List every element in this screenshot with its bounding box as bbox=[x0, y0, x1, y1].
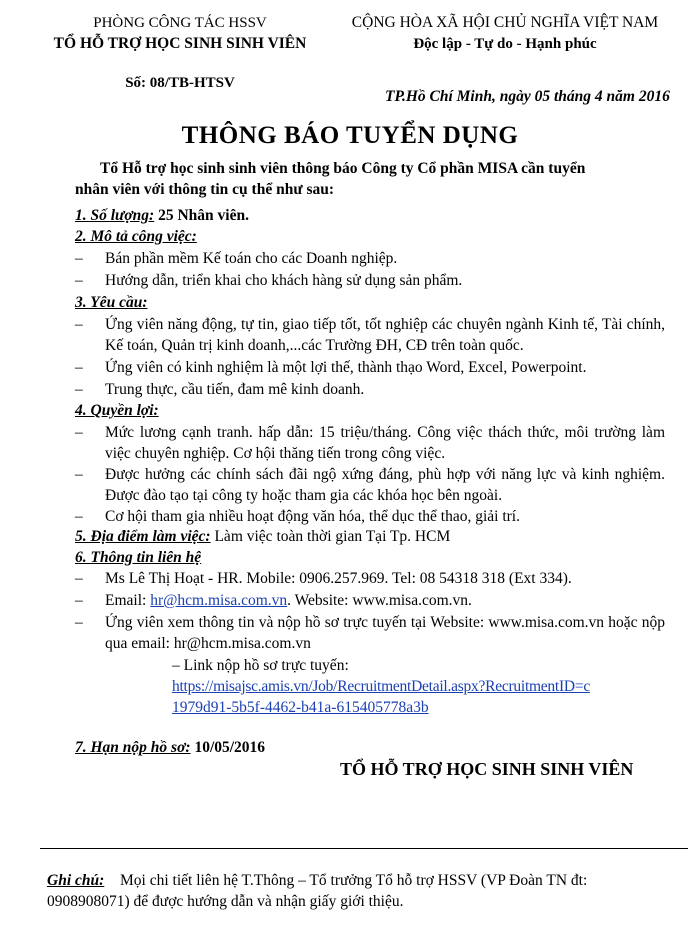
recruitment-link-line-1[interactable]: https://misajsc.amis.vn/Job/RecruitmentDetail.aspx?RecruitmentID=c bbox=[172, 678, 590, 695]
unit-name: TỔ HỖ TRỢ HỌC SINH SINH VIÊN bbox=[53, 35, 307, 52]
bullet: – bbox=[75, 381, 83, 398]
divider bbox=[40, 848, 688, 849]
note-label: Ghi chú: bbox=[47, 872, 105, 889]
doc-number: Số: 08/TB-HTSV bbox=[125, 75, 235, 91]
contact-person: Ms Lê Thị Hoạt - HR. Mobile: 0906.257.969. Tel: 08 54318 318 (Ext 334). bbox=[105, 570, 572, 587]
bullet: – bbox=[75, 424, 83, 441]
section-quantity bbox=[75, 205, 249, 226]
section-benefits: 4. Quyền lợi: bbox=[75, 402, 159, 419]
section-deadline bbox=[75, 737, 265, 758]
intro-line-2: nhân viên với thông tin cụ thể như sau: bbox=[75, 181, 335, 198]
recruitment-link-line-2[interactable]: 1979d91-5b5f-4462-b41a-615405778a3b bbox=[172, 699, 429, 716]
section-value: 25 Nhân viên. bbox=[154, 207, 249, 224]
link-label: – Link nộp hồ sơ trực tuyến: bbox=[172, 657, 349, 674]
deadline-value: 10/05/2016 bbox=[190, 739, 266, 756]
signature: TỔ HỖ TRỢ HỌC SINH SINH VIÊN bbox=[340, 759, 634, 779]
section-label: 7. Hạn nộp hồ sơ: bbox=[75, 739, 191, 756]
bullet: – bbox=[75, 272, 83, 289]
bullet: – bbox=[75, 316, 83, 333]
section-job-description: 2. Mô tả công việc: bbox=[75, 228, 197, 245]
page-title: THÔNG BÁO TUYỂN DỤNG bbox=[181, 122, 519, 149]
date-line: TP.Hồ Chí Minh, ngày 05 tháng 4 năm 2016 bbox=[385, 88, 670, 105]
bullet: – bbox=[75, 508, 83, 525]
section-contact: 6. Thông tin liên hệ bbox=[75, 549, 202, 566]
email-link[interactable]: hr@hcm.misa.com.vn bbox=[150, 592, 288, 609]
section-location bbox=[75, 526, 450, 547]
bullet: – bbox=[75, 570, 83, 587]
section-label: 1. Số lượng: bbox=[75, 207, 155, 224]
bullet: – bbox=[75, 466, 83, 483]
bullet: – bbox=[75, 592, 83, 609]
bullet: – bbox=[75, 250, 83, 267]
nation-name: CỘNG HÒA XÃ HỘI CHỦ NGHĨA VIỆT NAM bbox=[351, 14, 659, 31]
bullet: – bbox=[75, 614, 83, 631]
note-line-2: 0908908071) để được hướng dẫn và nhận giấy giới thiệu. bbox=[47, 893, 404, 910]
dept-name: PHÒNG CÔNG TÁC HSSV bbox=[93, 15, 267, 31]
note-line-1: Mọi chi tiết liên hệ T.Thông – Tổ trưởng Tổ hỗ trợ HSSV (VP Đoàn TN đt: bbox=[120, 872, 588, 889]
section-label: 5. Địa điểm làm việc: bbox=[75, 528, 211, 545]
bullet: – bbox=[75, 359, 83, 376]
section-value: Làm việc toàn thời gian Tại Tp. HCM bbox=[210, 528, 451, 545]
section-requirements: 3. Yêu cầu: bbox=[75, 294, 148, 311]
apply-instructions: Ứng viên xem thông tin và nộp hồ sơ trực tuyến tại Website: www.misa.com.vn hoặc nộp qua email: hr@hcm.misa.com.vn bbox=[105, 614, 665, 652]
motto: Độc lập - Tự do - Hạnh phúc bbox=[413, 36, 597, 52]
announcement-page: PHÒNG CÔNG TÁC HSSV TỔ HỖ TRỢ HỌC SINH SINH VIÊN Số: 08/TB-HTSV CỘNG HÒA XÃ HỘI CHỦ NGHĨA VIỆT NAM Độc lập - Tự do - Hạnh phúc TP.Hồ Chí Minh, ngày 05 tháng 4 năm 2016 THÔNG BÁO TUYỂN DỤNG Tổ Hỗ trợ học sinh sinh viên thông báo Công ty Cổ phần MISA cần tuyển nhân viên với thông tin cụ thể như sau: 1. Số lượng: 25 Nhân viên. 2. Mô tả công việc: – Bán phần mềm Kế toán cho các Doanh nghiệp. – Hướng dẫn, triển khai cho khách hàng sử dụng sản phẩm. 3. Yêu cầu: – Ứng viên năng động, tự tin, giao tiếp tốt, tốt nghiệp các chuyên ngành Kinh tế, Tài chính, Kế toán, Quản trị kinh doanh,...các Trường ĐH, CĐ trên toàn quốc. – Ứng viên có kinh nghiệm là một lợi thế, thành thạo Word, Excel, Powerpoint. – Trung thực, cầu tiến, đam mê kinh doanh. 4. Quyền lợi: – Mức lương cạnh tranh. hấp dẫn: 15 triệu/tháng. Công việc thách thức, môi trường làm việc chuyên nghiệp. Cơ hội thăng tiến trong công việc. – Được hưởng các chính sách đãi ngộ xứng đáng, phù hợp với năng lực và kinh nghiệm. Được đào tạo tại công ty hoặc tham gia các khóa học bên ngoài. – Cơ hội tham gia nhiều hoạt động văn hóa, thể dục thể thao, giải trí. 5. Địa điểm làm việc: Làm việc toàn thời gian Tại Tp. HCM 6. Thông tin liên hệ – Ms Lê Thị Hoạt - HR. Mobile: 0906.257.969. Tel: 08 54318 318 (Ext 334). – Email: hr@hcm.misa.com.vn. Website: www.misa.com.vn. – Ứng viên xem thông tin và nộp hồ sơ trực tuyến tại Website: www.misa.com.vn hoặc nộp qua email: hr@hcm.misa.com.vn – Link nộp hồ sơ trực tuyến: https://misajsc.amis.vn/Job/RecruitmentDetail.aspx?RecruitmentID=c 1979d91-5b5f-4462-b41a-615405778a3b 7. Hạn nộp hồ sơ: 10/05/2016 TỔ HỖ TRỢ HỌC SINH SINH VIÊN Ghi chú: Mọi chi tiết liên hệ T.Thông – Tổ trưởng Tổ hỗ trợ HSSV (VP Đoàn TN đt: 0908908071) để được hướng dẫn và nhận giấy giới thiệu. bbox=[0, 0, 700, 942]
intro-line-1: Tổ Hỗ trợ học sinh sinh viên thông báo Công ty Cổ phần MISA cần tuyển bbox=[100, 160, 586, 177]
